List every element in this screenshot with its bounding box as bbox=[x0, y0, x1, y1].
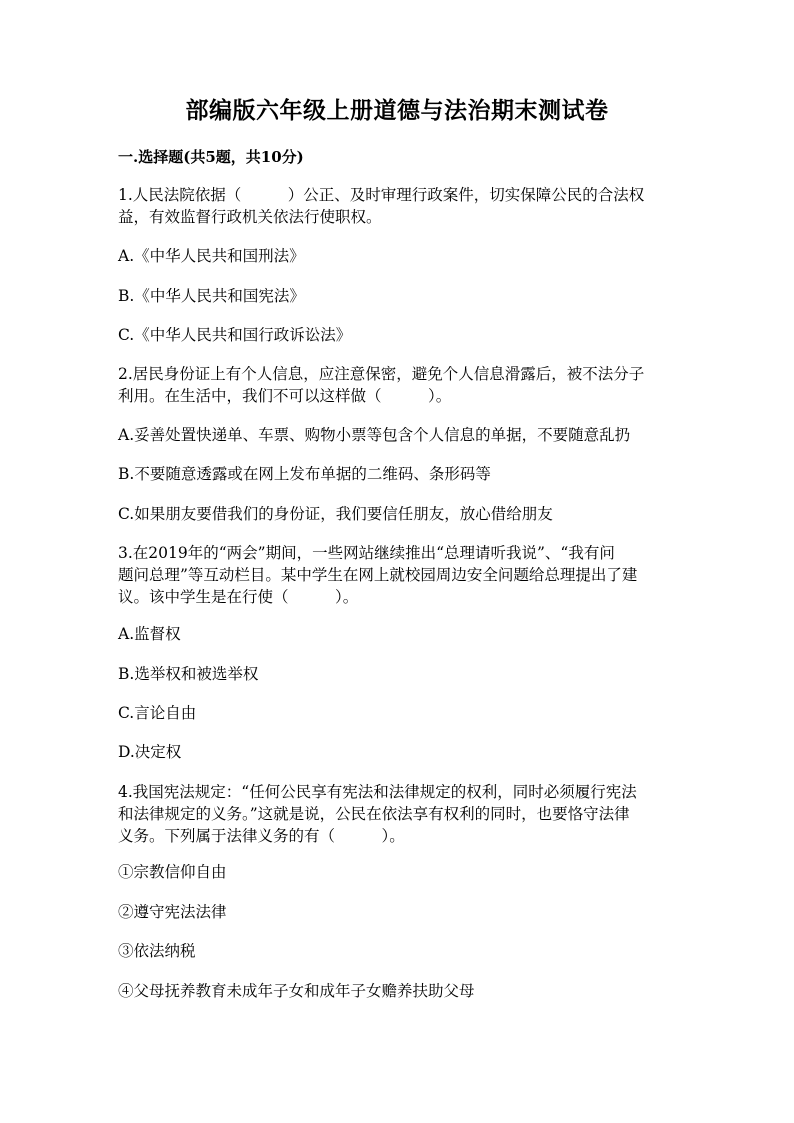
question-3-option-b: B.选举权和被选举权 bbox=[118, 665, 259, 683]
question-3-option-c: C.言论自由 bbox=[118, 704, 197, 722]
question-2-option-c: C.如果朋友要借我们的身份证，我们要信任朋友，放心借给朋友 bbox=[118, 505, 553, 523]
question-1-stem-line-2: 益，有效监督行政机关依法行使职权。 bbox=[118, 208, 382, 226]
question-1-option-c: C.《中华人民共和国行政诉讼法》 bbox=[118, 326, 352, 344]
question-1-stem-line-1: 1.人民法院依据（ ）公正、及时审理行政案件，切实保障公民的合法权 bbox=[118, 186, 645, 204]
question-1-option-a: A.《中华人民共和国刑法》 bbox=[118, 247, 305, 265]
question-4-stem-line-2: 和法律规定的义务。”这就是说，公民在依法享有权利的同时，也要恪守法律 bbox=[118, 805, 630, 823]
question-4-option-1: ①宗教信仰自由 bbox=[118, 863, 227, 881]
question-4-option-2: ②遵守宪法法律 bbox=[118, 903, 227, 921]
page-title: 部编版六年级上册道德与法治期末测试卷 bbox=[185, 97, 609, 124]
section-heading: 一.选择题(共5题，共10分) bbox=[118, 148, 304, 166]
question-2-stem-line-1: 2.居民身份证上有个人信息，应注意保密，避免个人信息滑露后，被不法分子 bbox=[118, 365, 645, 383]
question-1-stem bbox=[118, 184, 678, 228]
question-2-stem bbox=[118, 363, 678, 407]
question-3-stem-line-1: 3.在2019年的“两会”期间，一些网站继续推出“总理请听我说”、“我有问 bbox=[118, 544, 615, 562]
question-3-stem-line-2: 题问总理”等互动栏目。某中学生在网上就校园周边安全问题给总理提出了建 bbox=[118, 566, 638, 584]
question-4-stem bbox=[118, 781, 678, 847]
question-3-option-a: A.监督权 bbox=[118, 625, 181, 643]
question-2-option-b: B.不要随意透露或在网上发布单据的二维码、条形码等 bbox=[118, 465, 491, 483]
question-2-stem-line-2: 利用。在生活中，我们不可以这样做（ ）。 bbox=[118, 387, 452, 405]
question-1-option-b: B.《中华人民共和国宪法》 bbox=[118, 287, 305, 305]
question-3-option-d: D.决定权 bbox=[118, 743, 182, 761]
question-3-stem bbox=[118, 542, 678, 608]
question-2-option-a: A.妥善处置快递单、车票、购物小票等包含个人信息的单据，不要随意乱扔 bbox=[118, 426, 631, 444]
question-3-stem-line-3: 议。该中学生是在行使（ ）。 bbox=[118, 588, 359, 606]
question-4-stem-line-1: 4.我国宪法规定：“任何公民享有宪法和法律规定的权利，同时必须履行宪法 bbox=[118, 783, 637, 801]
question-4-option-4: ④父母抚养教育未成年子女和成年子女赡养扶助父母 bbox=[118, 982, 475, 1000]
question-4-stem-line-3: 义务。下列属于法律义务的有（ ）。 bbox=[118, 827, 405, 845]
question-4-option-3: ③依法纳税 bbox=[118, 942, 196, 960]
